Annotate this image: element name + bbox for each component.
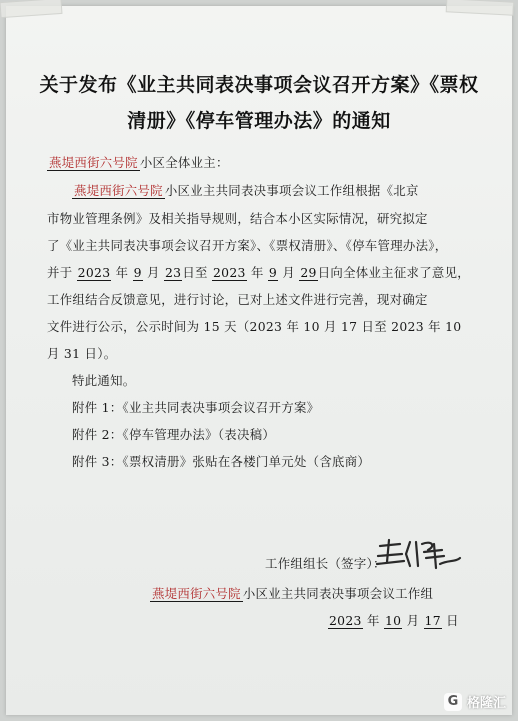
body-line-6: 文件进行公示，公示时间为 15 天（2023 年 10 月 17 日至 2023 年 10 [47,319,462,334]
tape-top-left [0,0,62,18]
attachment-1: 附件 1：《业主共同表决事项会议召开方案》 [72,400,320,415]
day-char: 日 [446,613,459,628]
body-line-4-start: 并于 [47,265,73,280]
start-year-fill: 2023 [77,265,111,280]
body-line-4-end: 日向全体业主征求了意见， [317,265,470,280]
tape-top-right [446,0,515,16]
year-char: 年 [250,265,264,280]
body-line-7: 月 31 日）。 [47,346,117,361]
body-line-2: 市物业管理条例》及相关指导规则，结合本小区实际情况，研究拟定 [47,211,428,226]
notice-title-line-1: 关于发布《业主共同表决事项会议召开方案》《票权 [39,74,479,96]
handwritten-signature [374,536,464,570]
community-name-fill: 燕堤西街六号院 [49,155,138,170]
body-line-1-rest: 小区业主共同表决事项会议工作组根据《北京 [164,183,419,198]
signature-date [328,611,459,629]
start-month-fill: 9 [133,265,142,280]
date-year-fill: 2023 [329,613,362,628]
month-char: 月 [147,265,160,280]
community-name-fill: 燕堤西街六号院 [152,586,241,601]
organization-line [150,584,433,602]
day-char: 日至 [182,265,208,280]
start-day-fill: 23 [164,265,182,280]
watermark-text: 格隆汇 [466,696,506,711]
gelonghui-watermark [444,692,506,711]
notice-title-line-2: 清册》《停车管理办法》的通知 [127,110,391,132]
gelonghui-logo-icon: G [444,693,462,711]
organization-name: 小区业主共同表决事项会议工作组 [242,586,434,601]
attachment-2: 附件 2：《停车管理办法》（表决稿） [72,427,276,442]
body-line-4 [47,263,470,281]
end-day-fill: 29 [300,265,317,280]
salutation [47,153,229,171]
date-day-fill: 17 [424,613,441,628]
leader-signature-label: 工作组组长（签字）： [265,556,386,571]
year-char: 年 [115,265,129,280]
end-year-fill: 2023 [212,265,246,280]
body-line-3: 了《业主共同表决事项会议召开方案》、《票权清册》、《停车管理办法》， [47,238,448,253]
date-month-fill: 10 [384,613,402,628]
month-char: 月 [282,265,296,280]
year-char: 年 [366,613,380,628]
salutation-rest: 小区全体业主： [139,155,229,170]
body-line-1 [72,181,419,199]
notice-closing: 特此通知。 [72,373,136,388]
community-name-fill: 燕堤西街六号院 [74,183,163,198]
attachment-3: 附件 3：《票权清册》张贴在各楼门单元处（含底商） [72,454,371,469]
month-char: 月 [406,613,420,628]
body-line-5: 工作组结合反馈意见，进行讨论，已对上述文件进行完善，现对确定 [47,292,428,307]
end-month-fill: 9 [268,265,278,280]
